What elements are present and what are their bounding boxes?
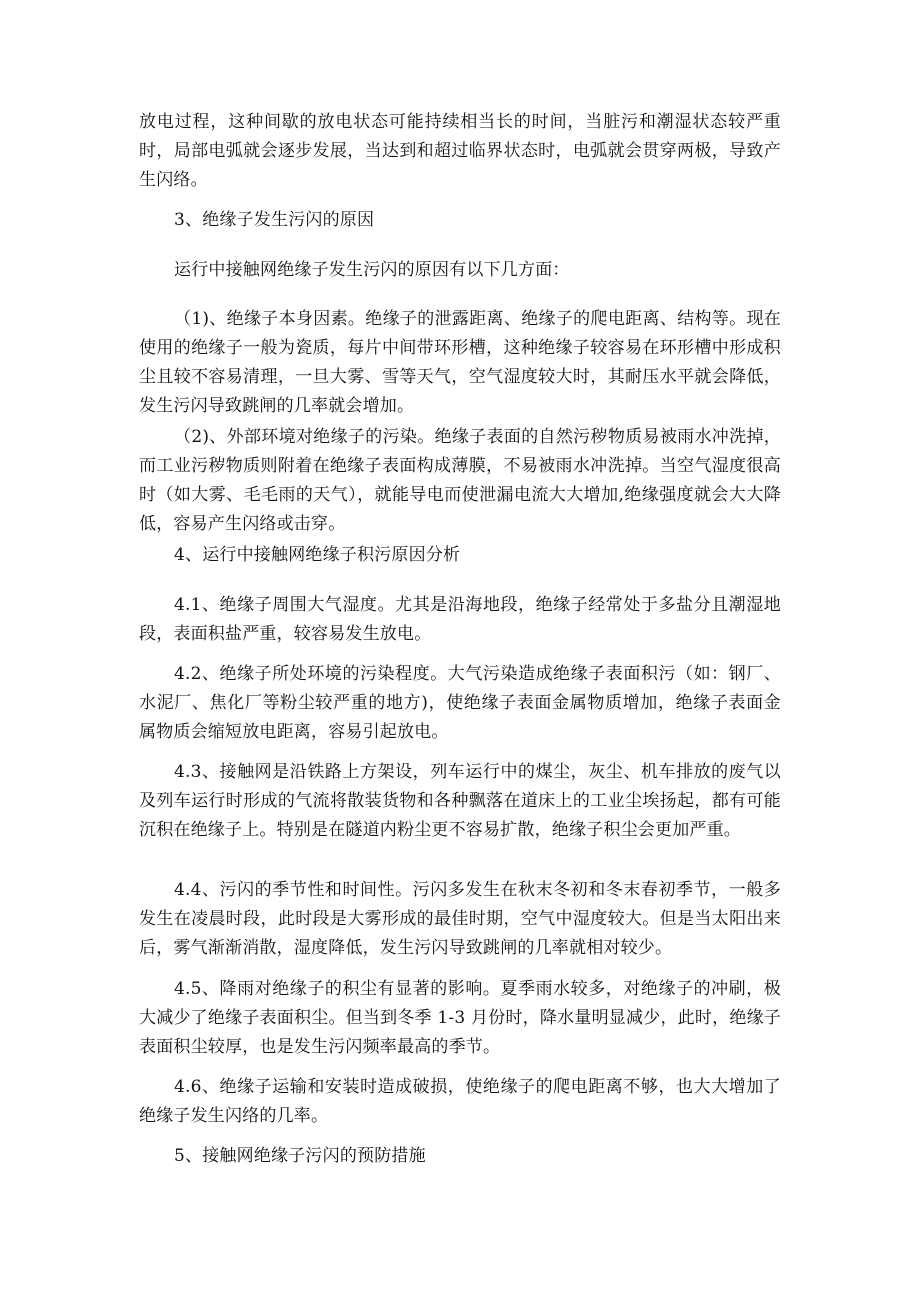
- paragraph-intro: 运行中接触网绝缘子发生污闪的原因有以下几方面：: [174, 260, 570, 280]
- paragraph-item-2: （2)、外部环境对绝缘子的污染。绝缘子表面的自然污秽物质易被雨水冲洗掉，而工业污秽物质则附着在绝缘子表面构成薄膜，不易被雨水冲洗掉。当空气湿度很高时（如大雾、毛毛雨的天气），就能导电而使泄漏电流大大增加,绝缘强度就会大大降低，容易产生闪络或击穿。: [139, 427, 781, 534]
- section-heading-5: 5、接触网绝缘子污闪的预防措施: [174, 1146, 426, 1166]
- paragraph-4-2: 4.2、绝缘子所处环境的污染程度。大气污染造成绝缘子表面积污（如：钢厂、水泥厂、焦化厂等粉尘较严重的地方)，使绝缘子表面金属物质增加，绝缘子表面金属物质会缩短放电距离，容易引起放电。: [139, 664, 781, 742]
- paragraph-continuation: 放电过程，这种间歇的放电状态可能持续相当长的时间，当脏污和潮湿状态较严重时，局部电弧就会逐步发展，当达到和超过临界状态时，电弧就会贯穿两极，导致产生闪络。: [139, 112, 781, 190]
- paragraph-4-1: 4.1、绝缘子周围大气湿度。尤其是沿海地段，绝缘子经常处于多盐分且潮湿地段，表面积盐严重，较容易发生放电。: [139, 595, 781, 644]
- paragraph-item-1: （1)、绝缘子本身因素。绝缘子的泄露距离、绝缘子的爬电距离、结构等。现在使用的绝缘子一般为瓷质，每片中间带环形槽，这种绝缘子较容易在环形槽中形成积尘且较不容易清理，一旦大雾、雪等天气，空气湿度较大时，其耐压水平就会降低，发生污闪导致跳闸的几率就会增加。: [139, 309, 781, 416]
- section-heading-4: 4、运行中接触网绝缘子积污原因分析: [174, 545, 461, 565]
- paragraph-4-4: 4.4、污闪的季节性和时间性。污闪多发生在秋末冬初和冬末春初季节，一般多发生在凌晨时段，此时段是大雾形成的最佳时期，空气中湿度较大。但是当太阳出来后，雾气渐渐消散，湿度降低，发生污闪导致跳闸的几率就相对较少。: [139, 880, 781, 958]
- paragraph-4-3: 4.3、接触网是沿铁路上方架设，列车运行中的煤尘，灰尘、机车排放的废气以及列车运行时形成的气流将散装货物和各种飘落在道床上的工业尘埃扬起，都有可能沉积在绝缘子上。特别是在隧道内粉尘更不容易扩散，绝缘子积尘会更加严重。: [139, 762, 781, 840]
- paragraph-4-6: 4.6、绝缘子运输和安装时造成破损，使绝缘子的爬电距离不够，也大大增加了绝缘子发生闪络的几率。: [139, 1077, 781, 1126]
- section-heading-3: 3、绝缘子发生污闪的原因: [174, 210, 375, 230]
- paragraph-4-5: 4.5、降雨对绝缘子的积尘有显著的影响。夏季雨水较多，对绝缘子的冲刷，极大减少了绝缘子表面积尘。但当到冬季 1-3 月份时，降水量明显减少，此时，绝缘子表面积尘较厚，也是发生污闪频率最高的季节。: [139, 979, 781, 1057]
